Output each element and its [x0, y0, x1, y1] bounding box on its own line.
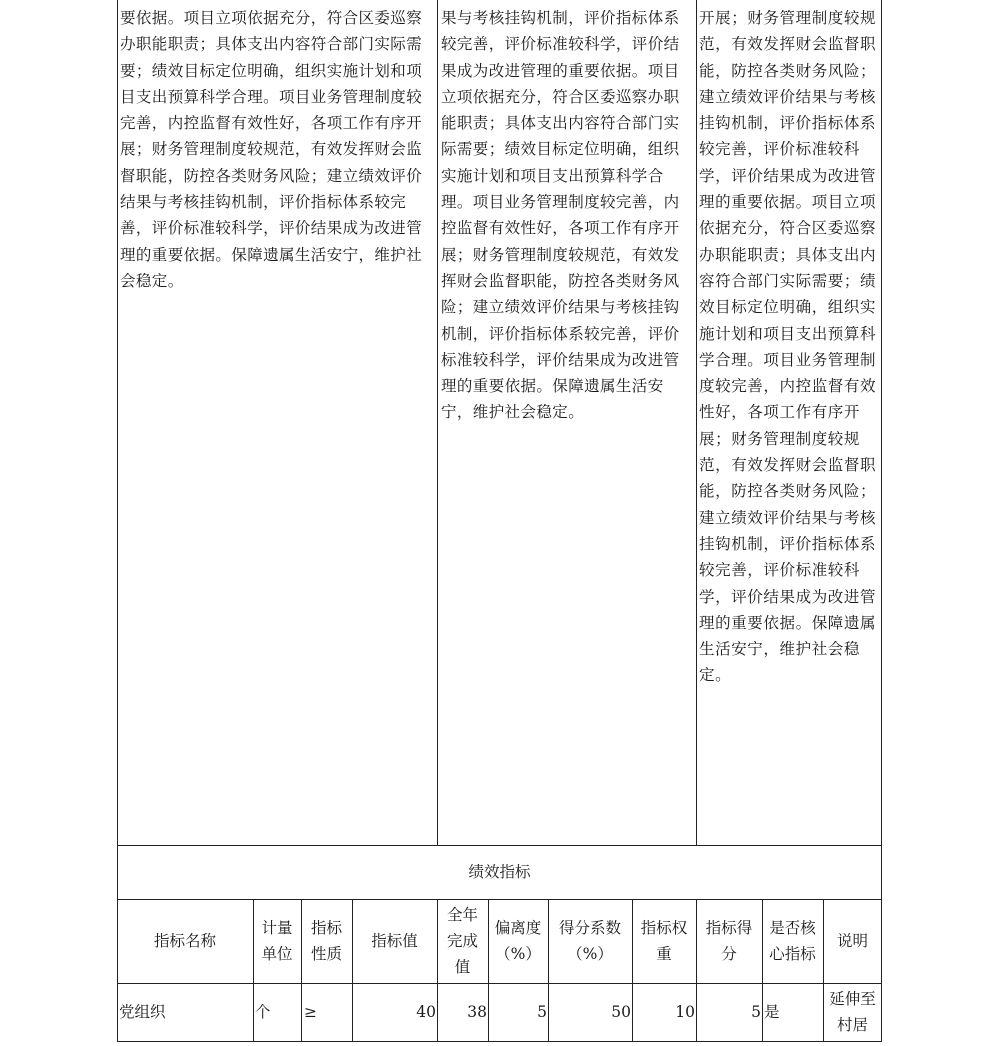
section-divider: [117, 845, 882, 846]
header-dev-line2: （%）: [495, 945, 541, 963]
evaluation-text-col1: 要依据。项目立项依据充分，符合区委巡察办职能职责；具体支出内容符合部门实际需要；绩效目标定位明确，组织实施计划和项目支出预算科学合理。项目业务管理制度较完善，内控监督有效性好，各项工作有序开展；财务管理制度较规范，有效发挥财会监督职能，防控各类财务风险；建立绩效评价结果与考核挂钩机制，评价指标体系较完善，评价标准较科学，评价结果成为改进管理的重要依据。保障遗属生活安宁，维护社会稳定。: [120, 9, 423, 290]
row-annual-done: 38: [467, 1003, 487, 1021]
row-score: 5: [751, 1003, 761, 1021]
header-unit-line1: 计量: [261, 919, 293, 937]
header-core-line2: 心指标: [769, 945, 816, 963]
row-indicator-name: 党组织: [119, 1003, 166, 1021]
header-coef-line1: 得分系数: [558, 919, 621, 937]
header-score-line2: 分: [721, 945, 737, 963]
row-note-line2: 村居: [836, 1016, 868, 1034]
header-score-line1: 指标得: [705, 919, 753, 937]
row-nature: ≥: [304, 1003, 317, 1021]
top-col-divider-1: [437, 0, 438, 845]
header-core-line1: 是否核: [769, 919, 816, 937]
header-done-line1: 全年: [446, 906, 478, 924]
header-dev-line1: 偏离度: [494, 919, 542, 937]
header-unit-line2: 单位: [261, 945, 293, 963]
header-target-value: 指标值: [371, 932, 418, 950]
row-coefficient: 50: [611, 1003, 631, 1021]
header-done-line2: 完成: [446, 932, 478, 950]
top-col-divider-2: [696, 0, 697, 845]
title-divider: [117, 899, 882, 900]
header-nature-line2: 性质: [310, 945, 342, 963]
section-title: 绩效指标: [468, 863, 531, 881]
evaluation-text-col2: 果与考核挂钩机制，评价指标体系较完善，评价标准较科学，评价结果成为改进管理的重要依据。项目立项依据充分，符合区委巡察办职能职责；具体支出内容符合部门实际需要；绩效目标定位明确，组织实施计划和项目支出预算科学合理。项目业务管理制度较完善，内控监督有效性好，各项工作有序开展；财务管理制度较规范，有效发挥财会监督职能，防控各类财务风险；建立绩效评价结果与考核挂钩机制，评价指标体系较完善，评价标准较科学，评价结果成为改进管理的重要依据。保障遗属生活安宁，维护社会稳定。: [441, 9, 680, 422]
row-unit: 个: [255, 1003, 271, 1021]
header-indicator-name: 指标名称: [153, 932, 216, 950]
header-weight-line1: 指标权: [640, 919, 688, 937]
evaluation-text-col3: 开展；财务管理制度较规范，有效发挥财会监督职能，防控各类财务风险；建立绩效评价结果与考核挂钩机制，评价指标体系较完善，评价标准较科学，评价结果成为改进管理的重要依据。项目立项依据充分，符合区委巡察办职能职责；具体支出内容符合部门实际需要；绩效目标定位明确，组织实施计划和项目支出预算科学合理。项目业务管理制度较完善，内控监督有效性好，各项工作有序开展；财务管理制度较规范，有效发挥财会监督职能，防控各类财务风险；建立绩效评价结果与考核挂钩机制，评价指标体系较完善，评价标准较科学，评价结果成为改进管理的重要依据。保障遗属生活安宁，维护社会稳定。: [699, 9, 877, 685]
header-weight-line2: 重: [656, 945, 672, 963]
header-nature-line1: 指标: [310, 919, 342, 937]
header-done-line3: 值: [454, 958, 471, 976]
row-target-value: 40: [416, 1003, 436, 1021]
row-note-line1: 延伸至: [829, 990, 876, 1008]
header-note: 说明: [836, 932, 868, 950]
header-coef-line2: （%）: [567, 945, 613, 963]
row-weight: 10: [675, 1003, 695, 1021]
row-core: 是: [764, 1003, 780, 1021]
row-deviation: 5: [537, 1003, 547, 1021]
header-divider: [117, 983, 882, 984]
